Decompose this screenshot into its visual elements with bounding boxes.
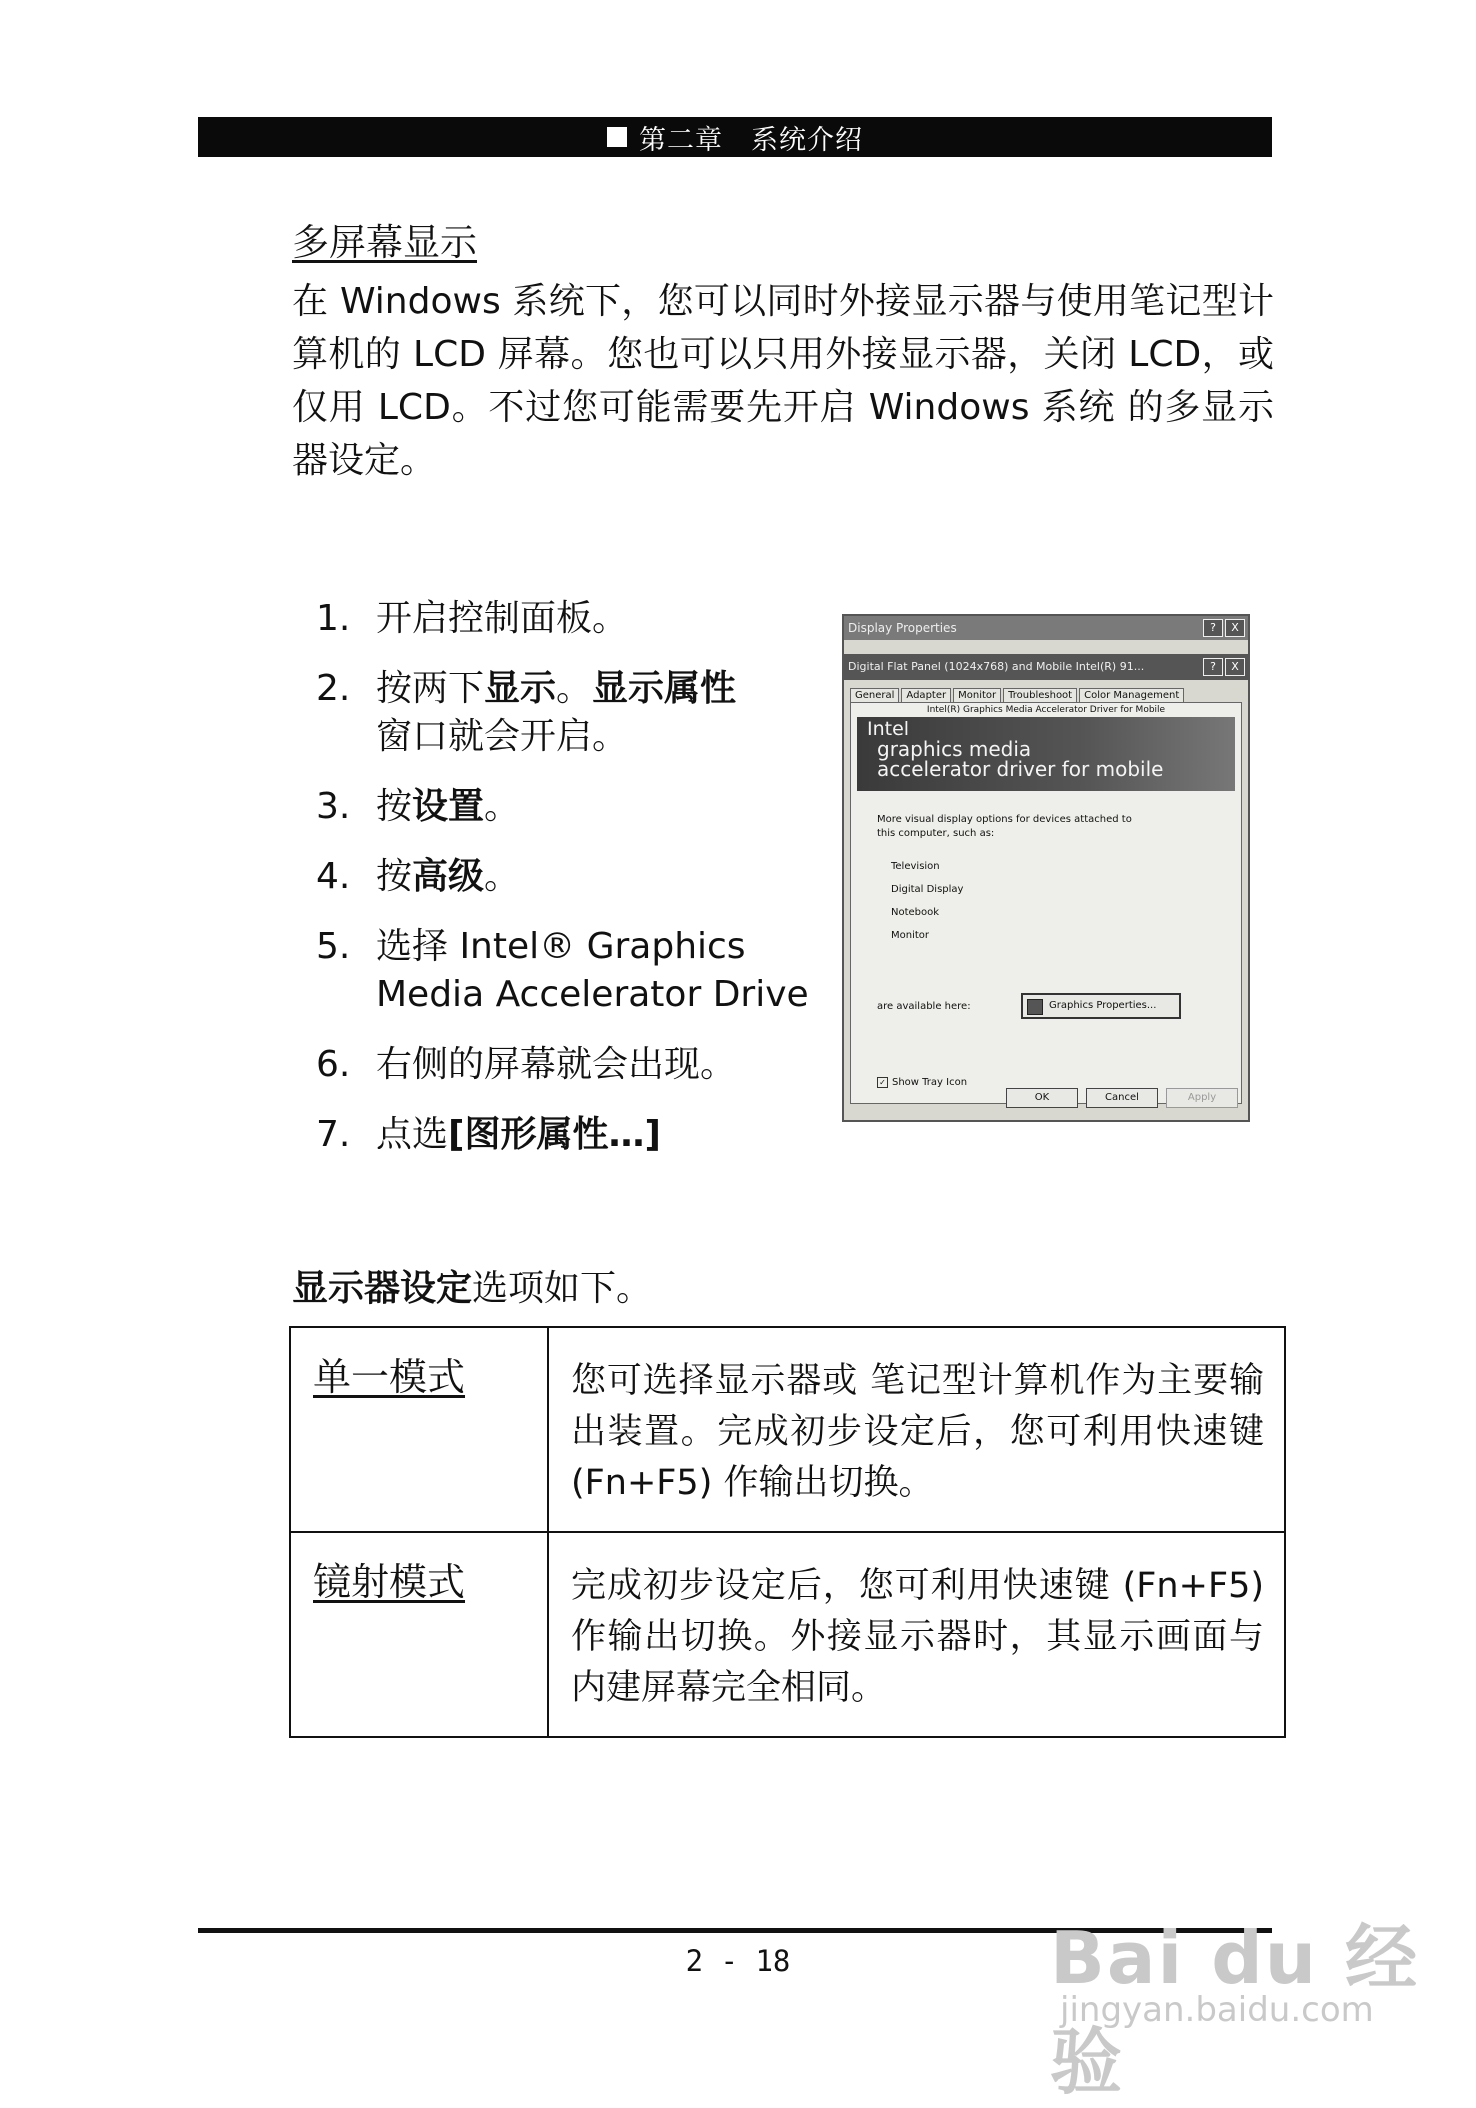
- dialog-titlebar: [844, 616, 1248, 640]
- step-number: 2.: [316, 668, 351, 709]
- step-item: [316, 595, 836, 643]
- banner-brand: Intel: [867, 718, 910, 740]
- baidu-watermark: [1040, 1880, 1420, 2104]
- step-text: 按高级。: [376, 856, 521, 897]
- device-item: Television: [891, 861, 940, 872]
- graphics-button-label: Graphics Properties...: [1049, 1000, 1157, 1011]
- step-text: 按设置。: [376, 786, 521, 827]
- step-text: 开启控制面板。: [376, 598, 629, 639]
- step-item: [316, 853, 836, 901]
- dialog-tabs: [850, 688, 1242, 702]
- tab-panel: [850, 702, 1242, 1104]
- graphics-properties-button[interactable]: [1021, 993, 1181, 1019]
- step-text: 右侧的屏幕就会出现。: [376, 1044, 737, 1085]
- step-number: 4.: [316, 856, 351, 897]
- show-tray-icon-checkbox[interactable]: [877, 1077, 967, 1088]
- step-item: [316, 783, 836, 831]
- mode-label: 单一模式: [290, 1327, 548, 1532]
- square-bullet-icon: [607, 127, 627, 147]
- device-list: [891, 855, 1241, 947]
- step-number: 1.: [316, 598, 351, 639]
- adapter-titlebar: [844, 654, 1248, 680]
- step-number: 6.: [316, 1044, 351, 1085]
- apply-button[interactable]: Apply: [1166, 1088, 1238, 1108]
- available-label: are available here:: [877, 1001, 971, 1012]
- display-properties-screenshot: [842, 614, 1250, 1122]
- dialog-buttons: [1006, 1088, 1238, 1108]
- step-item: [316, 923, 836, 1019]
- step-number: 7.: [316, 1114, 351, 1155]
- tab-adapter[interactable]: Adapter: [901, 688, 951, 702]
- dialog-title: Display Properties: [848, 621, 957, 635]
- device-item: Digital Display: [891, 884, 964, 895]
- help-icon[interactable]: ?: [1203, 658, 1223, 676]
- step-text: 按两下显示。显示属性 窗口就会开启。: [376, 668, 737, 757]
- tab-troubleshoot[interactable]: Troubleshoot: [1003, 688, 1077, 702]
- banner-line-2: accelerator driver for mobile: [877, 757, 1164, 781]
- ok-button[interactable]: OK: [1006, 1088, 1078, 1108]
- close-icon[interactable]: X: [1225, 619, 1245, 637]
- tab-monitor[interactable]: Monitor: [953, 688, 1001, 702]
- watermark-url: jingyan.baidu.com: [1060, 1990, 1374, 2030]
- step-text: 选择 Intel® Graphics Media Accelerator Drive: [376, 926, 809, 1015]
- tab-general[interactable]: General: [850, 688, 899, 702]
- adapter-title: Digital Flat Panel (1024x768) and Mobile Intel(R) 91...: [848, 660, 1145, 673]
- banner-line-1: graphics media: [877, 737, 1032, 761]
- steps-list: [316, 595, 836, 1181]
- page-number: 2 - 18: [685, 1944, 791, 1978]
- tray-label: Show Tray Icon: [892, 1077, 968, 1088]
- modes-table: [289, 1326, 1286, 1738]
- section-title: 多屏幕显示: [292, 221, 477, 264]
- checkbox-icon: ✓: [877, 1077, 888, 1088]
- cancel-button[interactable]: Cancel: [1086, 1088, 1158, 1108]
- mode-description: 完成初步设定后，您可利用快速键 (Fn+F5) 作输出切换。外接显示器时，其显示画面与内建屏幕完全相同。: [548, 1532, 1285, 1737]
- mode-description: 您可选择显示器或 笔记型计算机作为主要输出装置。完成初步设定后，您可利用快速键 (Fn+F5) 作输出切换。: [548, 1327, 1285, 1532]
- intro-paragraph: 在 Windows 系统下，您可以同时外接显示器与使用笔记型计算机的 LCD 屏幕。您也可以只用外接显示器，关闭 LCD，或仅用 LCD。不过您可能需要先开启 Windows 系统 的多显示器设定。: [292, 281, 1274, 481]
- table-row: [290, 1532, 1285, 1737]
- step-number: 3.: [316, 786, 351, 827]
- step-item: [316, 1111, 836, 1159]
- intel-banner: [857, 717, 1235, 791]
- watermark-brand: Bai du 经验: [1050, 1916, 1420, 2104]
- step-item: [316, 1041, 836, 1089]
- mode-label: 镜射模式: [290, 1532, 548, 1737]
- step-number: 5.: [316, 926, 351, 967]
- tab-color-management[interactable]: Color Management: [1079, 688, 1184, 702]
- settings-rest: 选项如下。: [472, 1268, 653, 1309]
- graphics-icon: [1027, 999, 1043, 1015]
- device-item: Monitor: [891, 930, 930, 941]
- settings-bold: 显示器设定: [292, 1268, 473, 1309]
- driver-tab-label[interactable]: Intel(R) Graphics Media Accelerator Driver for Mobile: [926, 705, 1166, 715]
- step-text: 点选[图形属性…]: [376, 1114, 661, 1155]
- chapter-header: [198, 117, 1272, 157]
- device-item: Notebook: [891, 907, 940, 918]
- table-row: [290, 1327, 1285, 1532]
- help-icon[interactable]: ?: [1203, 619, 1223, 637]
- panel-description: More visual display options for devices attached to this computer, such as:: [877, 814, 1132, 839]
- chapter-title: 第二章 系统介绍: [639, 124, 863, 156]
- step-item: [316, 665, 836, 761]
- settings-intro: [292, 1260, 652, 1311]
- close-icon[interactable]: X: [1225, 658, 1245, 676]
